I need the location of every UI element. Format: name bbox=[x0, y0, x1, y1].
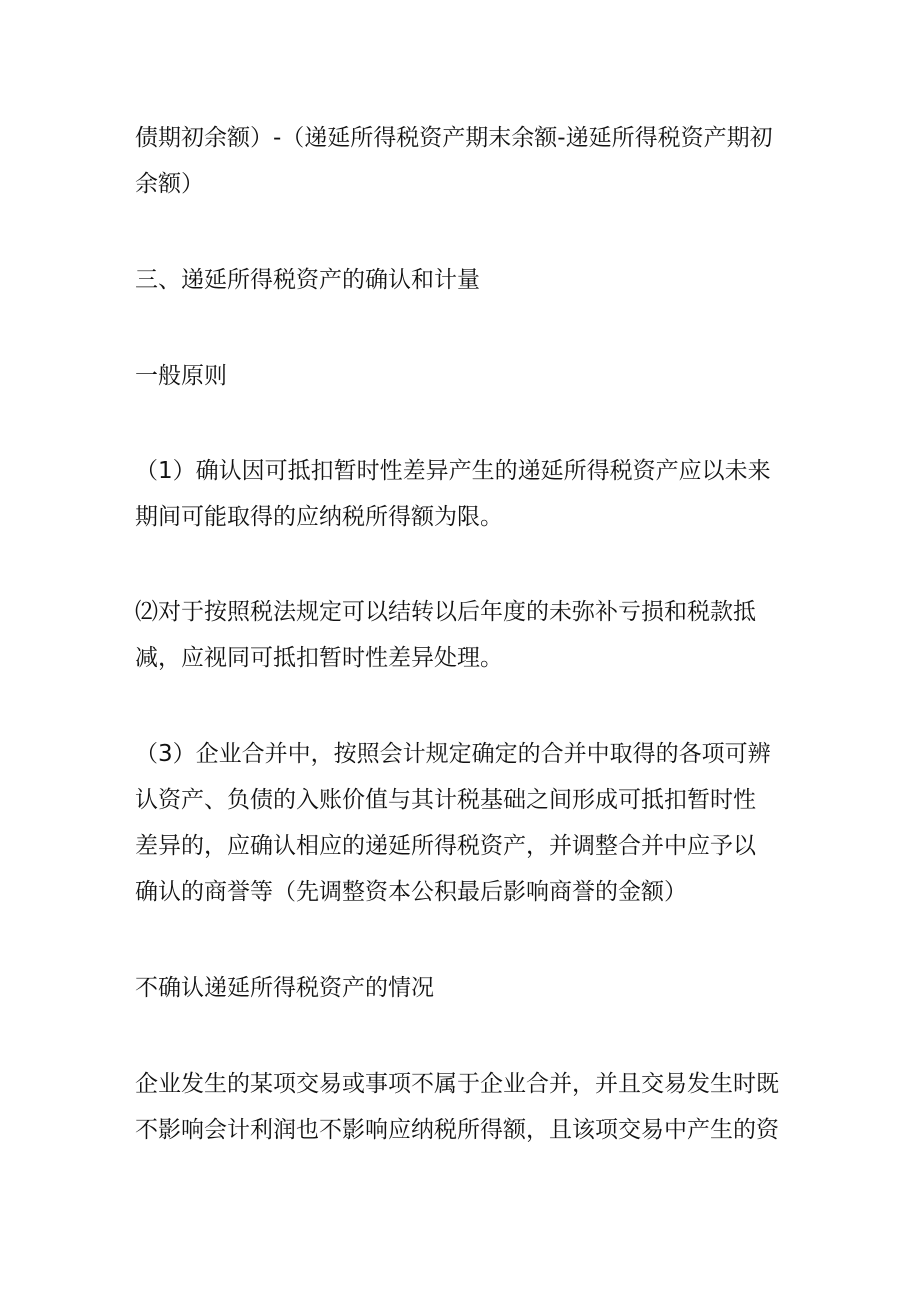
text-line: 认资产、负债的入账价值与其计税基础之间形成可抵扣暂时性 bbox=[135, 787, 756, 813]
list-item-1 bbox=[135, 448, 795, 540]
text-line: 债期初余额）-（递延所得税资产期末余额-递延所得税资产期初 bbox=[135, 125, 773, 151]
subheading-text: 一般原则 bbox=[135, 363, 227, 389]
subheading-not-recognized bbox=[135, 965, 795, 1011]
section-heading bbox=[135, 257, 795, 303]
text-line: 不影响会计利润也不影响应纳税所得额，且该项交易中产生的资 bbox=[135, 1117, 779, 1143]
list-item-3 bbox=[135, 731, 795, 915]
text-line: 差异的，应确认相应的递延所得税资产，并调整合并中应予以 bbox=[135, 833, 756, 859]
list-item-2 bbox=[135, 589, 795, 681]
text-line: 期间可能取得的应纳税所得额为限。 bbox=[135, 504, 503, 530]
paragraph-not-recognized bbox=[135, 1061, 795, 1153]
text-line: ⑵对于按照税法规定可以结转以后年度的未弥补亏损和税款抵 bbox=[135, 599, 756, 625]
section-heading-text: 三、递延所得税资产的确认和计量 bbox=[135, 267, 480, 293]
text-line: （1）确认因可抵扣暂时性差异产生的递延所得税资产应以未来 bbox=[135, 458, 771, 484]
text-line: 确认的商誉等（先调整资本公积最后影响商誉的金额） bbox=[135, 879, 687, 905]
text-line: （3）企业合并中，按照会计规定确定的合并中取得的各项可辨 bbox=[135, 741, 771, 767]
subheading-text: 不确认递延所得税资产的情况 bbox=[135, 975, 434, 1001]
text-line: 余额） bbox=[135, 171, 204, 197]
paragraph-continuation bbox=[135, 115, 795, 207]
text-line: 减，应视同可抵扣暂时性差异处理。 bbox=[135, 645, 503, 671]
text-line: 企业发生的某项交易或事项不属于企业合并，并且交易发生时既 bbox=[135, 1071, 779, 1097]
subheading-general-principle bbox=[135, 353, 795, 399]
